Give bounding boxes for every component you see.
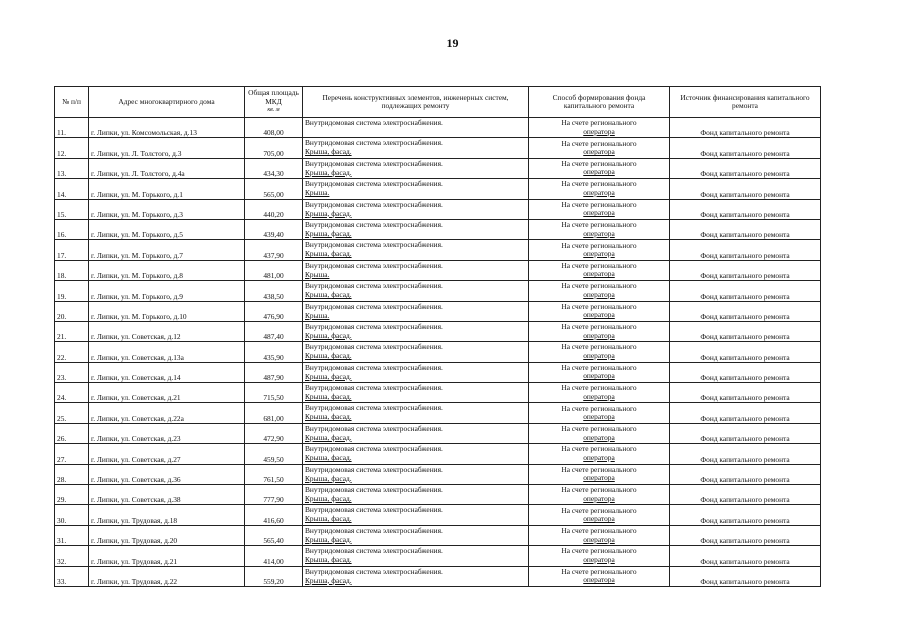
row-element-item: Крыша, фасад. bbox=[305, 249, 352, 259]
row-element-item: Внутридомовая система электроснабжения. bbox=[305, 546, 443, 556]
row-element-item: Крыша, фасад. bbox=[305, 167, 352, 177]
row-element-item: Внутридомовая система электроснабжения. bbox=[305, 138, 443, 148]
row-funding-source: Фонд капитального ремонта bbox=[670, 301, 821, 321]
row-method-line: На счете регионального bbox=[561, 546, 637, 556]
row-number: 18. bbox=[55, 260, 89, 280]
row-area: 487,40 bbox=[245, 321, 303, 341]
table-row bbox=[55, 301, 821, 321]
row-funding-source: Фонд капитального ремонта bbox=[670, 566, 821, 586]
row-elements bbox=[303, 485, 529, 505]
header-area bbox=[245, 87, 303, 118]
row-elements bbox=[303, 383, 529, 403]
row-number: 24. bbox=[55, 383, 89, 403]
row-funding-source: Фонд капитального ремонта bbox=[670, 138, 821, 158]
row-elements bbox=[303, 301, 529, 321]
row-area: 459,50 bbox=[245, 444, 303, 464]
row-funding-source: Фонд капитального ремонта bbox=[670, 464, 821, 484]
header-address: Адрес многоквартирного дома bbox=[89, 87, 245, 118]
row-method-line: На счете регионального bbox=[561, 464, 637, 474]
row-elements bbox=[303, 505, 529, 525]
row-element-item: Внутридомовая система электроснабжения. bbox=[305, 362, 443, 372]
header-source: Источник финансирования капитального ремонта bbox=[670, 87, 821, 118]
row-address: г. Липки, ул. Советская, д.12 bbox=[89, 321, 245, 341]
row-method-line: На счете регионального bbox=[561, 118, 637, 128]
row-number: 17. bbox=[55, 240, 89, 260]
row-method-line: На счете регионального bbox=[561, 362, 637, 372]
row-method bbox=[529, 546, 670, 566]
row-funding-source: Фонд капитального ремонта bbox=[670, 219, 821, 239]
row-element-item: Внутридомовая система электроснабжения. bbox=[305, 281, 443, 291]
row-method bbox=[529, 138, 670, 158]
row-elements bbox=[303, 199, 529, 219]
row-method bbox=[529, 525, 670, 545]
row-method-line: На счете регионального bbox=[561, 281, 637, 291]
row-elements bbox=[303, 423, 529, 443]
row-address: г. Липки, ул. Комсомольская, д.13 bbox=[89, 118, 245, 138]
row-method-line: оператора bbox=[583, 391, 615, 401]
row-address: г. Липки, ул. Советская, д.13а bbox=[89, 342, 245, 362]
table-row bbox=[55, 342, 821, 362]
row-method-line: оператора bbox=[583, 330, 615, 340]
row-element-item: Крыша, фасад. bbox=[305, 412, 352, 422]
row-method-line: оператора bbox=[583, 289, 615, 299]
row-area: 481,00 bbox=[245, 260, 303, 280]
table-row bbox=[55, 199, 821, 219]
row-address: г. Липки, ул. Советская, д.14 bbox=[89, 362, 245, 382]
row-element-item: Внутридомовая система электроснабжения. bbox=[305, 525, 443, 535]
row-elements bbox=[303, 219, 529, 239]
row-funding-source: Фонд капитального ремонта bbox=[670, 260, 821, 280]
row-area: 414,00 bbox=[245, 546, 303, 566]
row-funding-source: Фонд капитального ремонта bbox=[670, 362, 821, 382]
row-element-item: Внутридомовая система электроснабжения. bbox=[305, 403, 443, 413]
row-element-item: Крыша, фасад. bbox=[305, 147, 352, 157]
row-element-item: Крыша, фасад. bbox=[305, 453, 352, 463]
row-method bbox=[529, 383, 670, 403]
row-elements bbox=[303, 403, 529, 423]
row-method-line: оператора bbox=[583, 452, 615, 462]
row-funding-source: Фонд капитального ремонта bbox=[670, 403, 821, 423]
row-method bbox=[529, 199, 670, 219]
row-element-item: Внутридомовая система электроснабжения. bbox=[305, 321, 443, 331]
row-number: 13. bbox=[55, 158, 89, 178]
table-row bbox=[55, 525, 821, 545]
row-area: 705,00 bbox=[245, 138, 303, 158]
row-element-item: Крыша, фасад. bbox=[305, 392, 352, 402]
row-method bbox=[529, 240, 670, 260]
row-method bbox=[529, 444, 670, 464]
row-number: 25. bbox=[55, 403, 89, 423]
row-number: 23. bbox=[55, 362, 89, 382]
row-elements bbox=[303, 464, 529, 484]
row-funding-source: Фонд капитального ремонта bbox=[670, 546, 821, 566]
row-area: 565,40 bbox=[245, 525, 303, 545]
table-row bbox=[55, 138, 821, 158]
row-elements bbox=[303, 158, 529, 178]
row-method bbox=[529, 423, 670, 443]
row-elements bbox=[303, 281, 529, 301]
row-method-line: На счете регионального bbox=[561, 403, 637, 413]
row-method bbox=[529, 566, 670, 586]
row-area: 777,90 bbox=[245, 485, 303, 505]
row-method-line: На счете регионального bbox=[561, 383, 637, 393]
row-address: г. Липки, ул. М. Горького, д.9 bbox=[89, 281, 245, 301]
row-element-item: Внутридомовая система электроснабжения. bbox=[305, 485, 443, 495]
row-elements bbox=[303, 321, 529, 341]
row-area: 435,90 bbox=[245, 342, 303, 362]
row-funding-source: Фонд капитального ремонта bbox=[670, 505, 821, 525]
row-method-line: На счете регионального bbox=[561, 301, 637, 311]
row-element-item: Крыша, фасад. bbox=[305, 351, 352, 361]
row-method-line: оператора bbox=[583, 493, 615, 503]
row-element-item: Крыша. bbox=[305, 188, 330, 198]
row-method bbox=[529, 342, 670, 362]
row-method-line: На счете регионального bbox=[561, 505, 637, 515]
row-method-line: На счете регионального bbox=[561, 424, 637, 434]
row-area: 434,30 bbox=[245, 158, 303, 178]
row-area: 559,20 bbox=[245, 566, 303, 586]
row-address: г. Липки, ул. Трудовая, д.22 bbox=[89, 566, 245, 586]
row-method-line: оператора bbox=[583, 534, 615, 544]
row-method bbox=[529, 321, 670, 341]
row-elements bbox=[303, 179, 529, 199]
row-method-line: оператора bbox=[583, 269, 615, 279]
table-row bbox=[55, 403, 821, 423]
row-address: г. Липки, ул. Л. Толстого, д.3 bbox=[89, 138, 245, 158]
row-method-line: оператора bbox=[583, 554, 615, 564]
row-address: г. Липки, ул. Советская, д.22а bbox=[89, 403, 245, 423]
table-header bbox=[55, 87, 821, 118]
row-method-line: На счете регионального bbox=[561, 179, 637, 189]
row-number: 11. bbox=[55, 118, 89, 138]
row-element-item: Крыша, фасад. bbox=[305, 290, 352, 300]
row-element-item: Внутридомовая система электроснабжения. bbox=[305, 240, 443, 250]
row-area: 487,90 bbox=[245, 362, 303, 382]
row-method-line: На счете регионального bbox=[561, 566, 637, 576]
row-element-item: Внутридомовая система электроснабжения. bbox=[305, 260, 443, 270]
row-number: 12. bbox=[55, 138, 89, 158]
row-element-item: Внутридомовая система электроснабжения. bbox=[305, 342, 443, 352]
row-funding-source: Фонд капитального ремонта bbox=[670, 485, 821, 505]
row-address: г. Липки, ул. Советская, д.38 bbox=[89, 485, 245, 505]
row-method-line: оператора bbox=[583, 473, 615, 483]
row-method-line: оператора bbox=[583, 310, 615, 320]
row-elements bbox=[303, 240, 529, 260]
table-row bbox=[55, 423, 821, 443]
row-address: г. Липки, ул. М. Горького, д.5 bbox=[89, 219, 245, 239]
row-funding-source: Фонд капитального ремонта bbox=[670, 423, 821, 443]
row-funding-source: Фонд капитального ремонта bbox=[670, 158, 821, 178]
table-row bbox=[55, 546, 821, 566]
row-element-item: Крыша. bbox=[305, 310, 330, 320]
table-row bbox=[55, 444, 821, 464]
table-row bbox=[55, 260, 821, 280]
table-row bbox=[55, 505, 821, 525]
table-row bbox=[55, 383, 821, 403]
header-area-label: Общая площадь МКД bbox=[248, 88, 299, 106]
row-method bbox=[529, 362, 670, 382]
table-row bbox=[55, 281, 821, 301]
row-elements bbox=[303, 444, 529, 464]
row-number: 16. bbox=[55, 219, 89, 239]
table-row bbox=[55, 240, 821, 260]
row-method-line: оператора bbox=[583, 412, 615, 422]
row-method bbox=[529, 118, 670, 138]
row-method bbox=[529, 158, 670, 178]
row-elements bbox=[303, 260, 529, 280]
row-number: 26. bbox=[55, 423, 89, 443]
row-elements bbox=[303, 566, 529, 586]
row-area: 761,50 bbox=[245, 464, 303, 484]
row-area: 565,00 bbox=[245, 179, 303, 199]
row-address: г. Липки, ул. Трудовая, д.20 bbox=[89, 525, 245, 545]
row-number: 19. bbox=[55, 281, 89, 301]
row-method-line: На счете регионального bbox=[561, 342, 637, 352]
row-number: 31. bbox=[55, 525, 89, 545]
row-funding-source: Фонд капитального ремонта bbox=[670, 525, 821, 545]
row-element-item: Крыша, фасад. bbox=[305, 514, 352, 524]
row-number: 21. bbox=[55, 321, 89, 341]
row-funding-source: Фонд капитального ремонта bbox=[670, 444, 821, 464]
row-number: 14. bbox=[55, 179, 89, 199]
row-method-line: оператора bbox=[583, 208, 615, 218]
row-area: 437,90 bbox=[245, 240, 303, 260]
row-element-item: Крыша. bbox=[305, 269, 330, 279]
row-area: 440,20 bbox=[245, 199, 303, 219]
row-element-item: Крыша, фасад. bbox=[305, 330, 352, 340]
row-number: 27. bbox=[55, 444, 89, 464]
row-element-item: Внутридомовая система электроснабжения. bbox=[305, 158, 443, 168]
row-elements bbox=[303, 525, 529, 545]
row-funding-source: Фонд капитального ремонта bbox=[670, 118, 821, 138]
row-method-line: оператора bbox=[583, 147, 615, 157]
row-area: 472,90 bbox=[245, 423, 303, 443]
row-address: г. Липки, ул. М. Горького, д.1 bbox=[89, 179, 245, 199]
row-area: 416,60 bbox=[245, 505, 303, 525]
row-number: 33. bbox=[55, 566, 89, 586]
row-area: 408,00 bbox=[245, 118, 303, 138]
row-method-line: На счете регионального bbox=[561, 220, 637, 230]
table-row bbox=[55, 566, 821, 586]
row-element-item: Крыша, фасад. bbox=[305, 371, 352, 381]
row-method-line: оператора bbox=[583, 228, 615, 238]
row-elements bbox=[303, 118, 529, 138]
row-method bbox=[529, 464, 670, 484]
row-method bbox=[529, 403, 670, 423]
header-elements: Перечень конструктивных элементов, инженерных систем, подлежащих ремонту bbox=[303, 87, 529, 118]
capital-repair-table bbox=[54, 86, 821, 587]
row-address: г. Липки, ул. Советская, д.21 bbox=[89, 383, 245, 403]
table-row bbox=[55, 464, 821, 484]
row-method-line: оператора bbox=[583, 432, 615, 442]
row-funding-source: Фонд капитального ремонта bbox=[670, 383, 821, 403]
row-method bbox=[529, 260, 670, 280]
row-area: 681,00 bbox=[245, 403, 303, 423]
row-method-line: оператора bbox=[583, 514, 615, 524]
row-elements bbox=[303, 342, 529, 362]
row-address: г. Липки, ул. М. Горького, д.8 bbox=[89, 260, 245, 280]
row-area: 715,50 bbox=[245, 383, 303, 403]
row-method-line: оператора bbox=[583, 350, 615, 360]
table-row bbox=[55, 362, 821, 382]
row-address: г. Липки, ул. Л. Толстого, д.4а bbox=[89, 158, 245, 178]
header-num: № п/п bbox=[55, 87, 89, 118]
row-address: г. Липки, ул. М. Горького, д.3 bbox=[89, 199, 245, 219]
row-element-item: Крыша, фасад. bbox=[305, 473, 352, 483]
row-number: 22. bbox=[55, 342, 89, 362]
row-number: 32. bbox=[55, 546, 89, 566]
row-address: г. Липки, ул. Трудовая, д.21 bbox=[89, 546, 245, 566]
row-element-item: Внутридомовая система электроснабжения. bbox=[305, 301, 443, 311]
row-element-item: Крыша, фасад. bbox=[305, 494, 352, 504]
row-method-line: На счете регионального bbox=[561, 260, 637, 270]
row-funding-source: Фонд капитального ремонта bbox=[670, 179, 821, 199]
row-element-item: Внутридомовая система электроснабжения. bbox=[305, 118, 443, 127]
row-address: г. Липки, ул. Советская, д.36 bbox=[89, 464, 245, 484]
row-number: 20. bbox=[55, 301, 89, 321]
row-method bbox=[529, 301, 670, 321]
row-method-line: оператора bbox=[583, 249, 615, 259]
row-method-line: На счете регионального bbox=[561, 138, 637, 148]
table-body bbox=[55, 118, 821, 587]
row-element-item: Внутридомовая система электроснабжения. bbox=[305, 444, 443, 454]
row-element-item: Внутридомовая система электроснабжения. bbox=[305, 199, 443, 209]
row-address: г. Липки, ул. Советская, д.23 bbox=[89, 423, 245, 443]
header-method: Способ формирования фонда капитального ремонта bbox=[529, 87, 670, 118]
row-element-item: Внутридомовая система электроснабжения. bbox=[305, 464, 443, 474]
row-element-item: Крыша, фасад. bbox=[305, 228, 352, 238]
row-element-item: Крыша, фасад. bbox=[305, 534, 352, 544]
row-element-item: Внутридомовая система электроснабжения. bbox=[305, 383, 443, 393]
row-number: 30. bbox=[55, 505, 89, 525]
row-address: г. Липки, ул. Трудовая, д.18 bbox=[89, 505, 245, 525]
row-method bbox=[529, 219, 670, 239]
row-area: 439,40 bbox=[245, 219, 303, 239]
table-row bbox=[55, 321, 821, 341]
table-row bbox=[55, 118, 821, 138]
row-element-item: Внутридомовая система электроснабжения. bbox=[305, 423, 443, 433]
row-address: г. Липки, ул. М. Горького, д.7 bbox=[89, 240, 245, 260]
table-row bbox=[55, 158, 821, 178]
row-number: 29. bbox=[55, 485, 89, 505]
page-number: 19 bbox=[446, 36, 459, 50]
row-funding-source: Фонд капитального ремонта bbox=[670, 240, 821, 260]
row-number: 28. bbox=[55, 464, 89, 484]
row-method-line: На счете регионального bbox=[561, 322, 637, 332]
row-elements bbox=[303, 546, 529, 566]
row-element-item: Крыша, фасад. bbox=[305, 432, 352, 442]
row-method-line: оператора bbox=[583, 575, 615, 585]
row-address: г. Липки, ул. Советская, д.27 bbox=[89, 444, 245, 464]
row-method-line: оператора bbox=[583, 187, 615, 197]
row-method-line: оператора bbox=[583, 167, 615, 177]
row-funding-source: Фонд капитального ремонта bbox=[670, 342, 821, 362]
row-method-line: оператора bbox=[583, 371, 615, 381]
row-funding-source: Фонд капитального ремонта bbox=[670, 321, 821, 341]
row-elements bbox=[303, 362, 529, 382]
row-method bbox=[529, 179, 670, 199]
row-method-line: На счете регионального bbox=[561, 526, 637, 535]
row-element-item: Внутридомовая система электроснабжения. bbox=[305, 179, 443, 189]
row-element-item: Внутридомовая система электроснабжения. bbox=[305, 219, 443, 229]
row-number: 15. bbox=[55, 199, 89, 219]
row-method-line: На счете регионального bbox=[561, 158, 637, 168]
row-address: г. Липки, ул. М. Горького, д.10 bbox=[89, 301, 245, 321]
row-method-line: На счете регионального bbox=[561, 240, 637, 250]
row-elements bbox=[303, 138, 529, 158]
row-element-item: Крыша, фасад. bbox=[305, 208, 352, 218]
row-element-item: Внутридомовая система электроснабжения. bbox=[305, 505, 443, 515]
table-row bbox=[55, 219, 821, 239]
row-element-item: Крыша, фасад. bbox=[305, 575, 352, 585]
row-element-item: Внутридомовая система электроснабжения. bbox=[305, 566, 443, 576]
row-area: 476,90 bbox=[245, 301, 303, 321]
row-method bbox=[529, 485, 670, 505]
row-funding-source: Фонд капитального ремонта bbox=[670, 199, 821, 219]
row-element-item: Крыша, фасад. bbox=[305, 555, 352, 565]
row-method-line: На счете регионального bbox=[561, 444, 637, 454]
row-method-line: На счете регионального bbox=[561, 199, 637, 209]
row-method bbox=[529, 505, 670, 525]
table-row bbox=[55, 485, 821, 505]
table-row bbox=[55, 179, 821, 199]
row-method-line: На счете регионального bbox=[561, 485, 637, 495]
row-area: 438,50 bbox=[245, 281, 303, 301]
row-method-line: оператора bbox=[583, 126, 615, 136]
row-method bbox=[529, 281, 670, 301]
row-funding-source: Фонд капитального ремонта bbox=[670, 281, 821, 301]
header-area-unit: кв. м bbox=[267, 107, 280, 114]
